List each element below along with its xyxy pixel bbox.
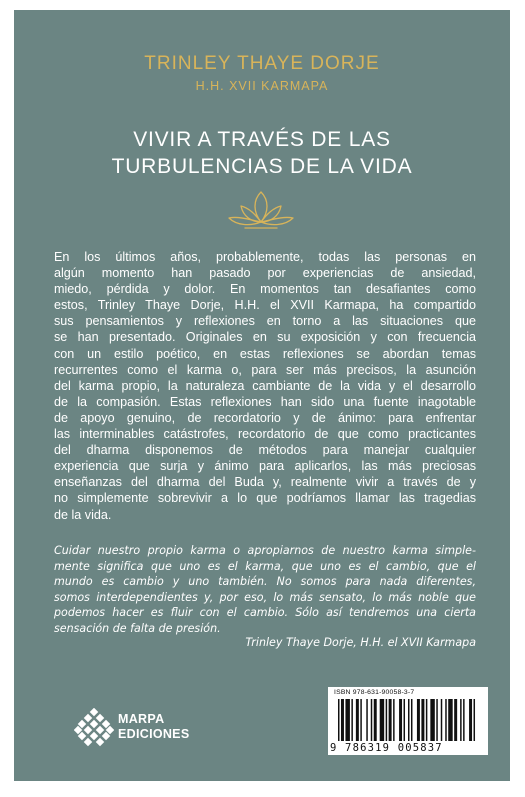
barcode-bar	[460, 699, 461, 741]
author-name: TRINLEY THAYE DORJE	[144, 53, 380, 74]
blurb-line: las interminables catástrofes, recordatorio de que como practicantes	[54, 427, 476, 442]
blurb-line: experiencia que surja y ánimo para aplicarlos, las más preciosas	[54, 459, 476, 474]
barcode-bar	[463, 699, 464, 741]
barcode-bar	[374, 699, 377, 741]
barcode-bar	[448, 699, 452, 741]
barcode-bar	[389, 699, 392, 741]
title-line-1: VIVIR A TRAVÉS DE LAS	[133, 128, 391, 151]
barcode-bar	[360, 699, 361, 741]
author-subtitle: H.H. XVII KARMAPA	[195, 79, 329, 93]
barcode-bar	[366, 699, 367, 741]
barcode-bars	[338, 699, 478, 741]
blurb-line: no simplemente sobrevivir a lo que podríamos llamar las tragedias	[54, 491, 476, 506]
barcode-bar	[338, 699, 339, 741]
quote-line: podemos hacer es fluir con el cambio. Sólo así tendremos una cierta	[54, 606, 476, 620]
barcode-bar	[386, 699, 387, 741]
barcode-bar	[356, 699, 359, 741]
lotus-icon	[225, 188, 297, 232]
quote-line: Cuidar nuestro propio karma o apropiarnos de nuestro karma simple-	[54, 544, 476, 557]
barcode-bar	[393, 699, 394, 741]
barcode-bar	[345, 699, 349, 741]
blurb-line: estos, Trinley Thaye Dorje, H.H. el XVII Karmapa, ha compartido	[54, 298, 476, 313]
ean-digits: 9 786319 005837	[330, 742, 443, 754]
barcode-bar	[436, 699, 437, 741]
blurb-line: enseñanzas del dharma del Buda y, realmente vivir a través de y	[54, 475, 476, 490]
barcode-bar	[371, 699, 372, 741]
blurb-line: miedo, pérdida y dolor. En momentos tan desafiantes como	[54, 282, 476, 297]
barcode-bar	[469, 699, 472, 741]
blurb-line: con un estilo poético, en estas reflexiones se abordan temas	[54, 346, 476, 361]
quote-paragraph	[54, 543, 476, 637]
publisher-block	[74, 706, 190, 756]
blurb-line: algún momento han pasado por experiencias de ansiedad,	[54, 266, 476, 281]
barcode-bar	[430, 699, 434, 741]
barcode-bar	[441, 699, 442, 741]
barcode-bar	[421, 699, 424, 741]
blurb-line: de la compasión. Estas reflexiones han sido una fuente inagotable	[54, 394, 476, 409]
publisher-name-line-1: MARPA	[118, 712, 165, 726]
blurb-paragraph	[54, 249, 476, 523]
quote-line: mundo es cambio y uno también. No somos para nada diferentes,	[54, 575, 476, 589]
barcode-bar	[426, 699, 427, 741]
barcode-bar	[474, 699, 475, 741]
quote-line: mente significa que uno es el karma, que uno es el cambio, que el	[54, 559, 476, 573]
barcode-bar	[351, 699, 352, 741]
publisher-name	[118, 712, 189, 742]
blurb-line: sus pensamientos y reflexiones en torno a las situaciones que	[54, 314, 476, 329]
barcode-bar	[404, 699, 405, 741]
book-back-cover	[14, 10, 510, 781]
barcode-bar	[380, 699, 384, 741]
quote-line: somos interdependientes y, por eso, lo más sensato, lo más noble que	[54, 590, 476, 604]
barcode-bar	[341, 699, 344, 741]
barcode-bar	[411, 699, 412, 741]
blurb-line: En los últimos años, probablemente, todas las personas en	[54, 250, 476, 264]
isbn-text: ISBN 978-631-90058-3-7	[334, 689, 415, 696]
title-line-2: TURBULENCIAS DE LA VIDA	[111, 155, 413, 178]
book-title	[14, 126, 510, 180]
barcode-bar	[399, 699, 402, 741]
quote-line: sensación de falta de presión.	[54, 621, 221, 635]
publisher-name-line-2: EDICIONES	[118, 727, 190, 741]
blurb-line: del dharma disponemos de métodos para manejar cualquier	[54, 443, 476, 458]
barcode-bar	[408, 699, 409, 741]
barcode-bar	[454, 699, 457, 741]
blurb-line: de la vida.	[54, 507, 112, 522]
blurb-line: de apoyo genuino, de recordatorio y de ánimo: para enfrentar	[54, 410, 476, 425]
blurb-line: recurrentes como el karma o, para ser más precisos, la asunción	[54, 362, 476, 377]
barcode-bar	[445, 699, 446, 741]
barcode-bar	[417, 699, 420, 741]
endless-knot-icon	[74, 708, 114, 748]
blurb-line: del karma propio, la naturaleza cambiante de la vida y el desarrollo	[54, 378, 476, 393]
barcode-label	[328, 687, 488, 755]
blurb-line: se han presentado. Originales en su exposición y con frecuencia	[54, 330, 476, 345]
quote-attribution: Trinley Thaye Dorje, H.H. el XVII Karmapa	[245, 636, 476, 649]
